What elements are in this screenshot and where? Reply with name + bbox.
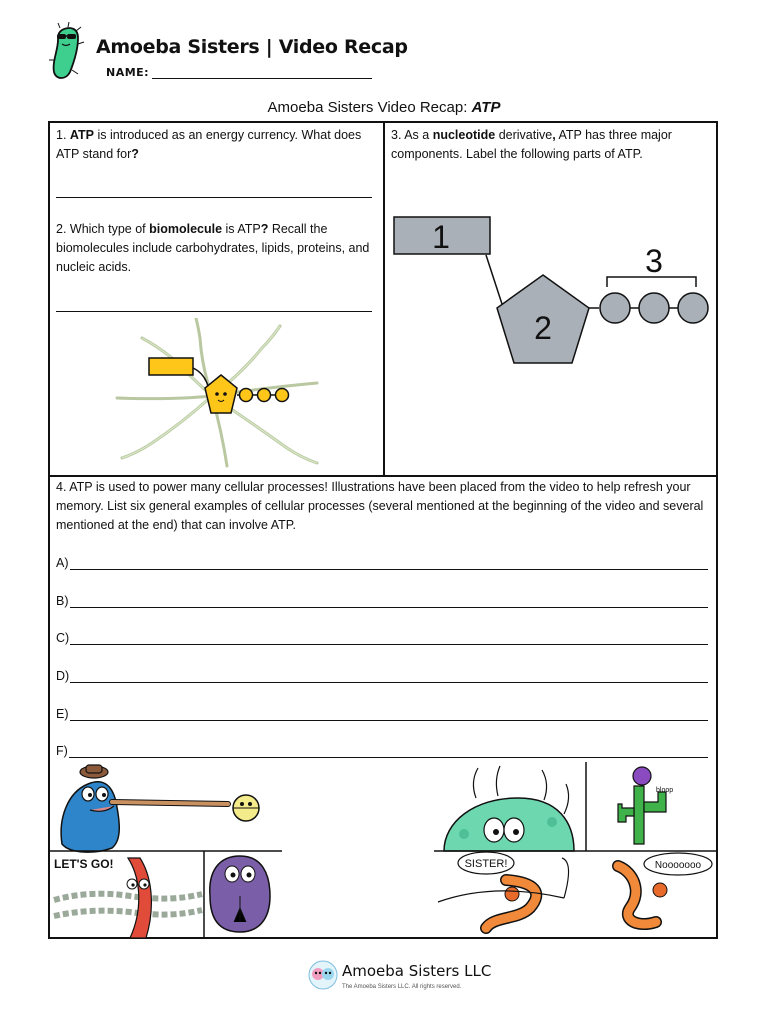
sister-text: SISTER! xyxy=(464,858,508,870)
worksheet-title: Amoeba Sisters Video Recap: ATP xyxy=(267,99,501,116)
answer-row-f[interactable]: F) xyxy=(56,744,708,758)
green-cell-character xyxy=(444,766,574,851)
label-1: 1 xyxy=(432,219,450,255)
name-label: NAME: xyxy=(106,66,150,79)
answer-row-c[interactable]: C) xyxy=(56,631,708,645)
grid-divider-vertical xyxy=(383,121,385,476)
answer-line-b[interactable] xyxy=(70,595,709,608)
answer-line-e[interactable] xyxy=(70,708,709,721)
phosphate-circle-3 xyxy=(678,293,708,323)
phosphate-circle-1 xyxy=(600,293,630,323)
amoeba-sisters-footer-logo xyxy=(308,960,338,990)
nooo-text: Nooooooo xyxy=(654,860,702,871)
brand-title: Amoeba Sisters | Video Recap xyxy=(96,36,408,58)
name-row xyxy=(106,66,372,79)
answer-line-q2[interactable] xyxy=(56,311,372,312)
atp-structure-diagram xyxy=(386,205,716,375)
question-4: 4. ATP is used to power many cellular processes! Illustrations have been placed from the video to help refresh your memory. List six general examples of cellular processes (several mentioned at the beginning of the video and several mentioned at the end) that can involve ATP. xyxy=(56,480,704,532)
label-3: 3 xyxy=(645,243,663,279)
answer-row-e[interactable]: E) xyxy=(56,707,708,721)
answer-row-a[interactable]: A) xyxy=(56,556,708,570)
answer-line-a[interactable] xyxy=(70,557,709,570)
name-input-line[interactable] xyxy=(152,66,372,79)
question-2: 2. Which type of biomolecule is ATP? Recall the biomolecules include carbohydrates, lipids, proteins, and nucleic acids. xyxy=(56,222,370,274)
atp-ball-character xyxy=(233,795,259,821)
footer-copyright: The Amoeba Sisters LLC. All rights reserved. xyxy=(342,984,462,990)
lets-go-text: LET'S GO! xyxy=(54,857,114,871)
phosphate-circle-2 xyxy=(639,293,669,323)
amoeba-mascot-logo xyxy=(48,22,92,84)
footer-brand: Amoeba Sisters LLC xyxy=(342,962,492,980)
question-1: 1. ATP is introduced as an energy currency. What does ATP stand for? xyxy=(56,128,362,161)
worksheet-topic: ATP xyxy=(471,99,501,116)
bloop-text: bloop xyxy=(656,787,674,794)
answer-line-d[interactable] xyxy=(70,670,708,683)
answer-row-d[interactable]: D) xyxy=(56,669,708,683)
answer-line-c[interactable] xyxy=(70,632,708,645)
atp-cartoon-illustration xyxy=(112,318,322,468)
label-2: 2 xyxy=(534,310,552,346)
question-3: 3. As a nucleotide derivative, ATP has three major components. Label the following parts of ATP. xyxy=(391,128,672,161)
cell-process-illustrations-left xyxy=(50,762,282,938)
answer-row-b[interactable]: B) xyxy=(56,594,708,608)
grid-divider-horizontal xyxy=(48,475,718,477)
blue-cell-character xyxy=(61,765,119,852)
answer-line-f[interactable] xyxy=(69,745,708,758)
answer-line-q1[interactable] xyxy=(56,197,372,198)
cell-process-illustrations-right xyxy=(434,762,716,938)
